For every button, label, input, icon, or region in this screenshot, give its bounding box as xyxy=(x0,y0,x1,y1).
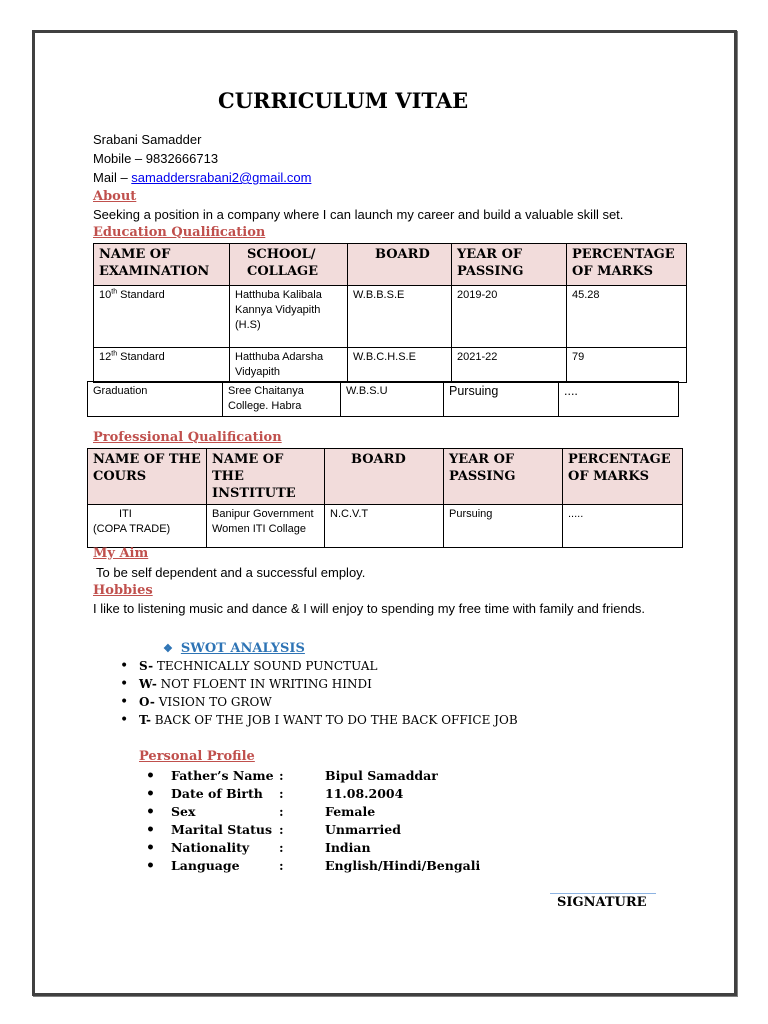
list-item: • O- VISION TO GROW xyxy=(120,694,272,710)
signature-line xyxy=(550,893,656,894)
year-cell: 2021-22 xyxy=(452,348,567,383)
school-cell: Sree Chaitanya College. Habra xyxy=(223,382,341,417)
column-header: BOARD xyxy=(325,449,444,505)
exam-cell: 12th Standard xyxy=(94,348,230,383)
page-title: CURRICULUM VITAE xyxy=(218,88,469,113)
year-cell: Pursuing xyxy=(444,505,563,548)
column-header: NAME OF EXAMINATION xyxy=(94,244,230,286)
email-link[interactable]: samaddersrabani2@gmail.com xyxy=(131,170,312,185)
exam-cell: Graduation xyxy=(88,382,223,417)
bullet-icon: • xyxy=(146,840,155,856)
bullet-icon: • xyxy=(146,768,155,784)
hobbies-text: I like to listening music and dance & I will enjoy to spending my free time with family and friends. xyxy=(93,601,646,616)
aim-text: To be self dependent and a successful employ. xyxy=(96,565,366,580)
institute-cell: Banipur Government Women ITI Collage xyxy=(207,505,325,548)
about-heading: About xyxy=(93,189,137,204)
school-cell: Hatthuba Kalibala Kannya Vidyapith (H.S) xyxy=(230,286,348,348)
swot-heading xyxy=(163,641,305,656)
table-row xyxy=(94,348,687,383)
hobbies-heading: Hobbies xyxy=(93,583,153,598)
table-row xyxy=(94,286,687,348)
education-header-row xyxy=(94,244,687,286)
aim-heading: My Aim xyxy=(93,546,149,561)
column-header: NAME OF THE INSTITUTE xyxy=(207,449,325,505)
school-cell: Hatthuba Adarsha Vidyapith xyxy=(230,348,348,383)
exam-cell: 10th Standard xyxy=(94,286,230,348)
bullet-icon: • xyxy=(120,676,129,692)
bullet-icon: • xyxy=(146,786,155,802)
column-header: BOARD xyxy=(348,244,452,286)
bullet-icon: • xyxy=(146,804,155,820)
mail-line xyxy=(93,170,311,185)
bullet-icon: • xyxy=(120,712,129,728)
education-table xyxy=(93,243,687,383)
board-cell: N.C.V.T xyxy=(325,505,444,548)
bullet-icon: • xyxy=(146,858,155,874)
column-header: NAME OF THE COURS xyxy=(88,449,207,505)
table-row xyxy=(88,382,679,417)
board-cell: W.B.C.H.S.E xyxy=(348,348,452,383)
board-cell: W.B.S.U xyxy=(341,382,444,417)
year-cell: 2019-20 xyxy=(452,286,567,348)
swot-list xyxy=(120,657,518,729)
professional-header-row xyxy=(88,449,683,505)
professional-table xyxy=(87,448,683,548)
about-text: Seeking a position in a company where I can launch my career and build a valuable skill set. xyxy=(93,207,624,222)
column-header: SCHOOL/ COLLAGE xyxy=(230,244,348,286)
column-header: PERCENTAGE OF MARKS xyxy=(567,244,687,286)
marks-cell: 79 xyxy=(567,348,687,383)
board-cell: W.B.B.S.E xyxy=(348,286,452,348)
bullet-icon: • xyxy=(120,694,129,710)
course-cell: ITI (COPA TRADE) xyxy=(88,505,207,548)
list-item: • S- TECHNICALLY SOUND PUNCTUAL xyxy=(120,658,378,674)
marks-cell: ..... xyxy=(563,505,683,548)
year-cell: Pursuing xyxy=(444,382,559,417)
education-heading: Education Qualification xyxy=(93,225,266,240)
bullet-icon: • xyxy=(120,658,129,674)
table-row xyxy=(88,505,683,548)
mail-label: Mail – xyxy=(93,170,132,185)
signature-label: SIGNATURE xyxy=(557,895,647,910)
list-item: • W- NOT FLOENT IN WRITING HINDI xyxy=(120,676,372,692)
diamond-bullet-icon: ❖ xyxy=(163,642,173,655)
swot-heading-text: SWOT ANALYSIS xyxy=(180,641,305,656)
bullet-icon: • xyxy=(146,822,155,838)
applicant-name: Srabani Samadder xyxy=(93,132,202,147)
list-item: • T- BACK OF THE JOB I WANT TO DO THE BACK OFFICE JOB xyxy=(120,712,518,728)
marks-cell: .... xyxy=(559,382,679,417)
column-header: YEAR OF PASSING xyxy=(444,449,563,505)
column-header: YEAR OF PASSING xyxy=(452,244,567,286)
graduation-table xyxy=(87,381,679,417)
professional-heading: Professional Qualification xyxy=(93,430,282,445)
marks-cell: 45.28 xyxy=(567,286,687,348)
column-header: PERCENTAGE OF MARKS xyxy=(563,449,683,505)
mobile-line: Mobile – 9832666713 xyxy=(93,151,219,166)
profile-heading: Personal Profile xyxy=(139,749,255,764)
